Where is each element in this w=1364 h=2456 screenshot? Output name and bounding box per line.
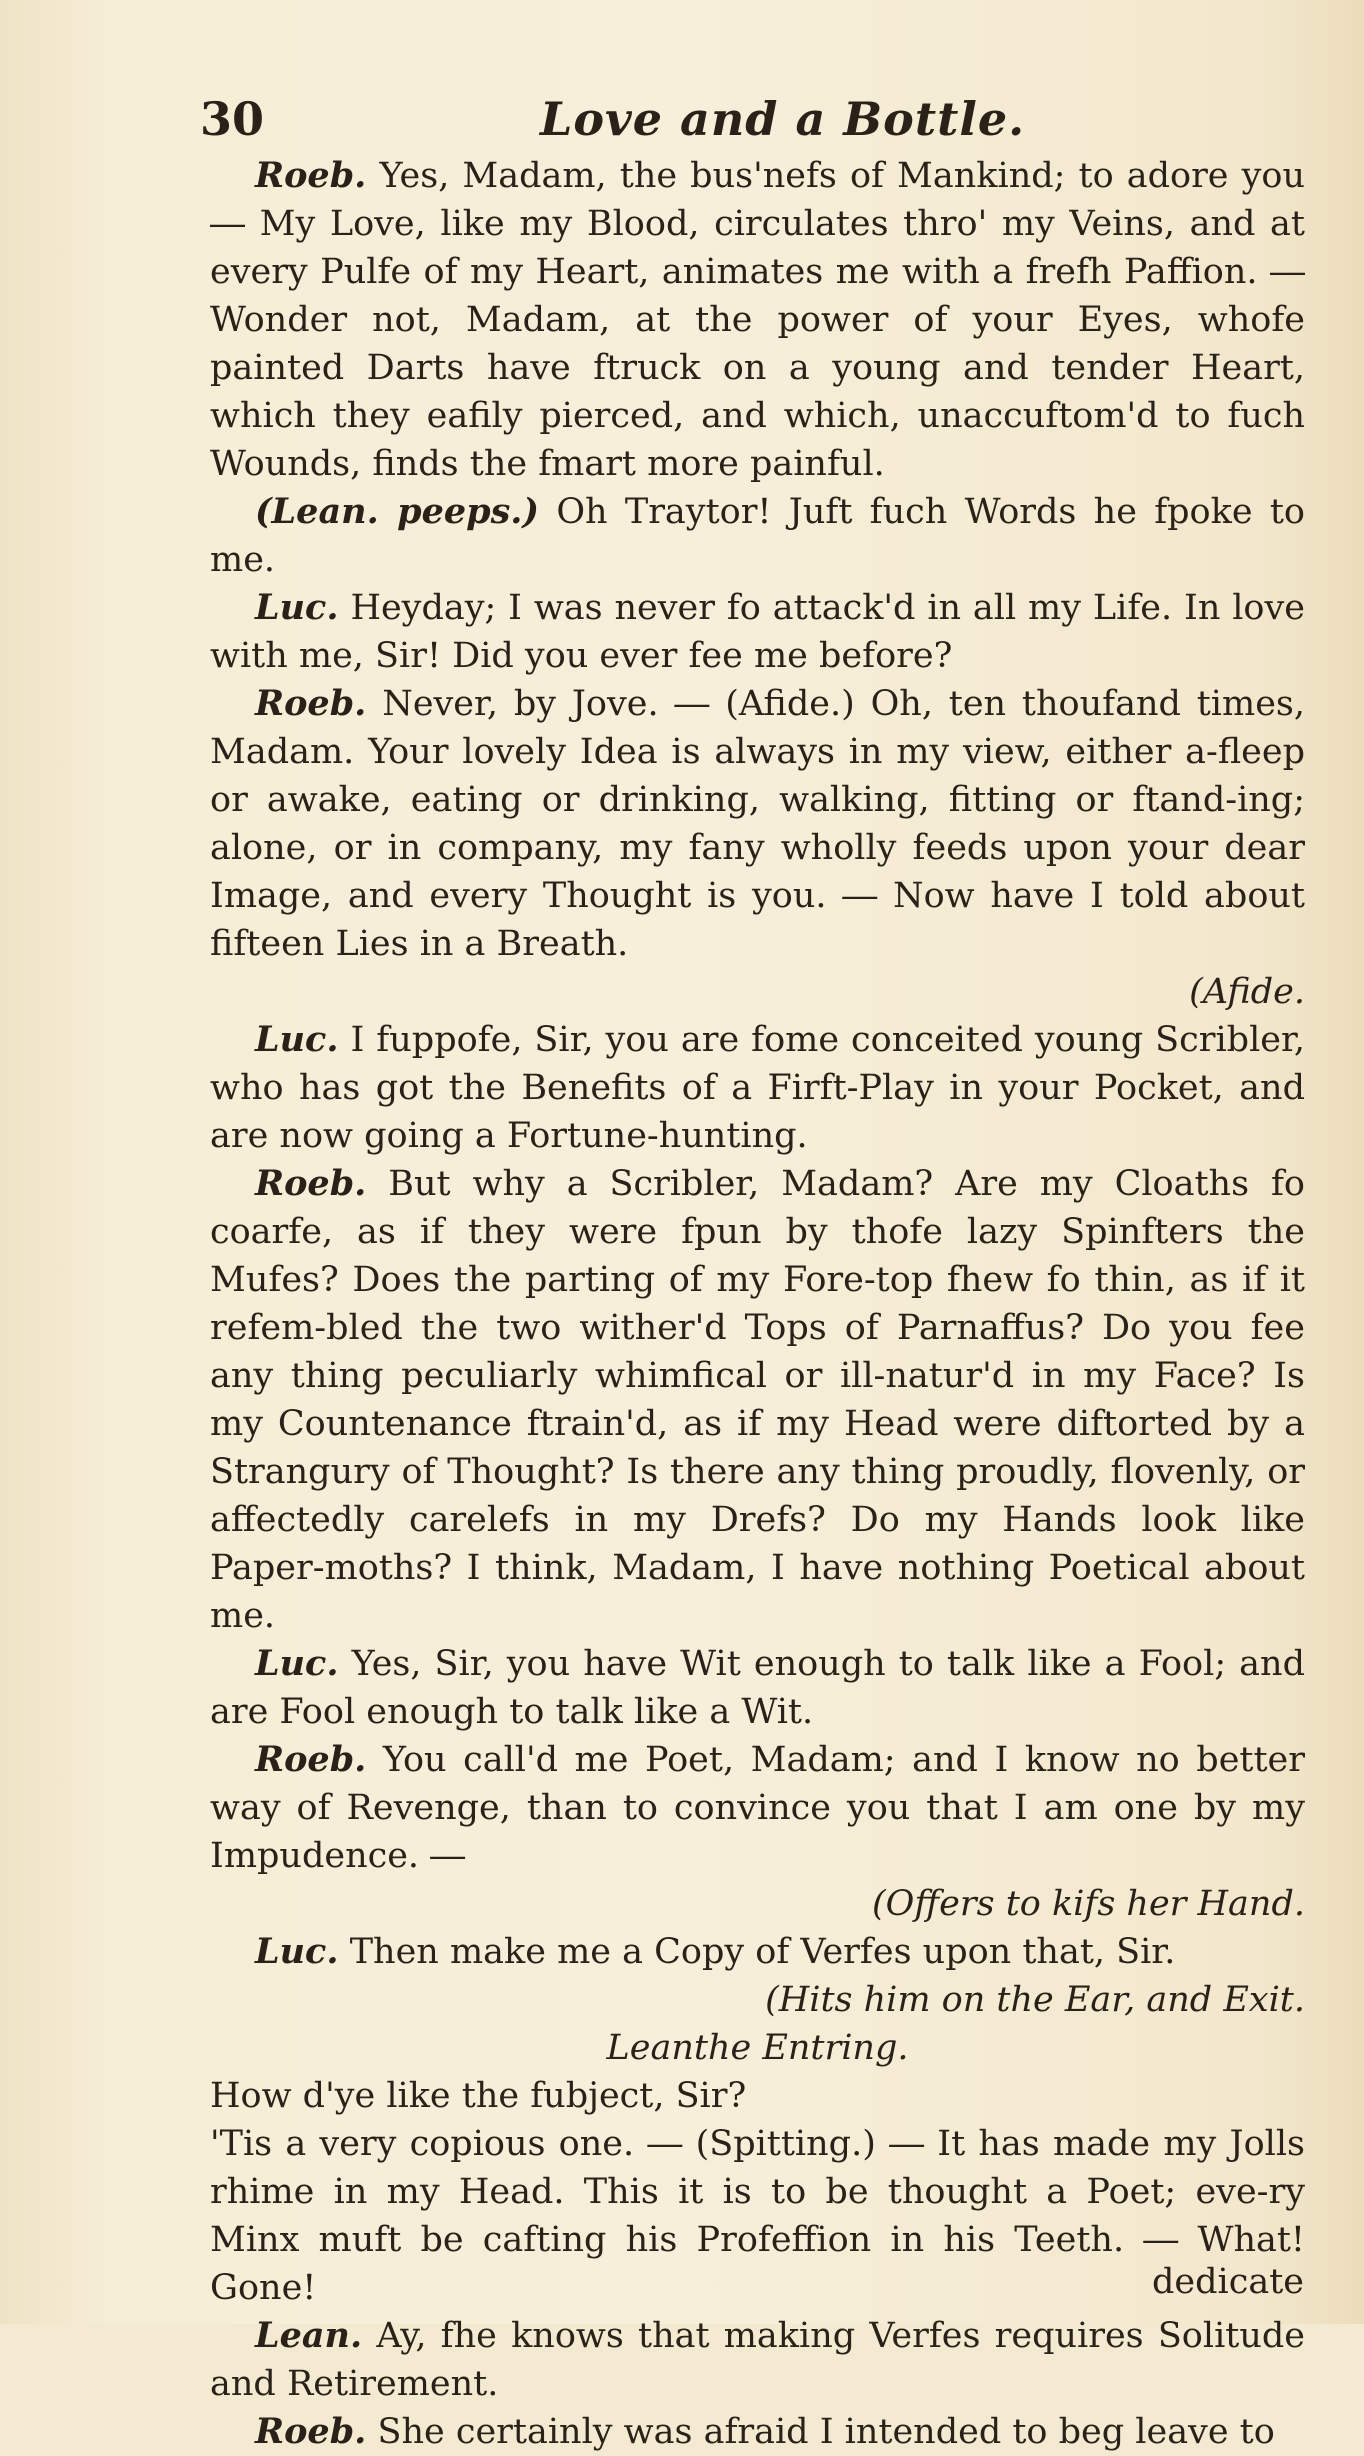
speaker: Lean.: [255, 2315, 363, 2356]
speech-1: [210, 152, 1305, 488]
speech-7: [210, 1640, 1305, 1736]
stage-direction: [210, 1880, 1305, 1928]
running-title: Love and a Bottle.: [540, 92, 1026, 146]
speech-5: [210, 1016, 1305, 1160]
speech-8: [210, 1736, 1305, 1880]
speech-10: [210, 2072, 1305, 2120]
speech-text: I fuppofe, Sir, you are fome conceited young Scribler, who has got the Benefits of a Firft-Play in your Pocket, and are now going a Fortune-hunting.: [210, 1020, 1305, 1156]
speech-text: 'Tis a very copious one. ― (Spitting.) ― It has made my Jolls rhime in my Head. This it is to be thought a Poet; eve-ry Minx muft be cafting his Profeffion in his Teeth. ― What! Gone!: [210, 2124, 1305, 2308]
speech-3: [210, 584, 1305, 680]
speech-4: [210, 680, 1305, 968]
speech-text: You call'd me Poet, Madam; and I know no better way of Revenge, than to convince you that I am one by my Impudence. ―: [210, 1740, 1305, 1876]
speaker: Luc.: [255, 1931, 339, 1972]
speech-text: Yes, Madam, the bus'nefs of Mankind; to adore you ― My Love, like my Blood, circulates thro' my Veins, and at every Pulfe of my Heart, animates me with a frefh Paffion. ― Wonder not, Madam, at the power of your Eyes, whofe painted Darts have ftruck on a young and tender Heart, which they eafily pierced, and which, unaccuftom'd to fuch Wounds, finds the fmart more painful.: [210, 156, 1305, 484]
speaker: Luc.: [255, 1643, 339, 1684]
speech-text: But why a Scribler, Madam? Are my Cloaths fo coarfe, as if they were fpun by thofe lazy Spinfters the Mufes? Does the parting of my Fore-top fhew fo thin, as if it refem-bled the two wither'd Tops of Parnaffus? Do you fee any thing peculiarly whimfical or ill-natur'd in my Face? Is my Countenance ftrain'd, as if my Head were diftorted by a Strangury of Thought? Is there any thing proudly, flovenly, or affectedly carelefs in my Drefs? Do my Hands look like Paper-moths? I think, Madam, I have nothing Poetical about me.: [210, 1164, 1305, 1636]
speech-text: Ay, fhe knows that making Verfes requires Solitude and Retirement.: [210, 2316, 1305, 2404]
speaker: Roeb.: [255, 683, 367, 724]
speaker: (Lean. peeps.): [255, 491, 540, 532]
speech-12: [210, 2312, 1305, 2408]
direction-text: (Offers to kifs her Hand.: [872, 1884, 1305, 1924]
speaker: Luc.: [255, 1019, 339, 1060]
speech-text: She certainly was afraid I intended to beg leave to: [377, 2412, 1275, 2452]
speech-text: Heyday; I was never fo attack'd in all my Life. In love with me, Sir! Did you ever fee me before?: [210, 588, 1305, 676]
stage-direction: [210, 968, 1305, 1016]
speech-text: Never, by Jove. ― (Afide.) Oh, ten thoufand times, Madam. Your lovely Idea is always in my view, either a-fleep or awake, eating or drinking, walking, fitting or ftand-ing; alone, or in company, my fany wholly feeds upon your dear Image, and every Thought is you. ― Now have I told about fifteen Lies in a Breath.: [210, 684, 1305, 964]
direction-text: (Hits him on the Ear, and Exit.: [765, 1980, 1305, 2020]
speech-text: Yes, Sir, you have Wit enough to talk like a Fool; and are Fool enough to talk like a Wit.: [210, 1644, 1305, 1732]
speech-text: Then make me a Copy of Verfes upon that, Sir.: [349, 1932, 1176, 1972]
speaker: Roeb.: [255, 1163, 367, 1204]
catchword: dedicate: [1152, 2262, 1304, 2302]
play-text: [210, 152, 1305, 2456]
speaker: Roeb.: [255, 2411, 367, 2452]
speech-6: [210, 1160, 1305, 1640]
direction-text: (Afide.: [1189, 972, 1305, 1012]
speech-11: [210, 2120, 1305, 2312]
stage-direction: [210, 1976, 1305, 2024]
speaker: Luc.: [255, 587, 339, 628]
speaker: Roeb.: [255, 1739, 367, 1780]
speech-text: How d'ye like the fubject, Sir?: [210, 2076, 747, 2116]
speech-13: [210, 2408, 1305, 2456]
speaker: Roeb.: [255, 155, 367, 196]
entrance-direction: [210, 2024, 1305, 2072]
page-header: [200, 92, 1300, 152]
speech-2: [210, 488, 1305, 584]
speech-9: [210, 1928, 1305, 1976]
page-number: 30: [200, 92, 265, 146]
speech-text: Oh Traytor! Juft fuch Words he fpoke to me.: [210, 492, 1305, 580]
direction-text: Leanthe Entring.: [606, 2028, 909, 2068]
